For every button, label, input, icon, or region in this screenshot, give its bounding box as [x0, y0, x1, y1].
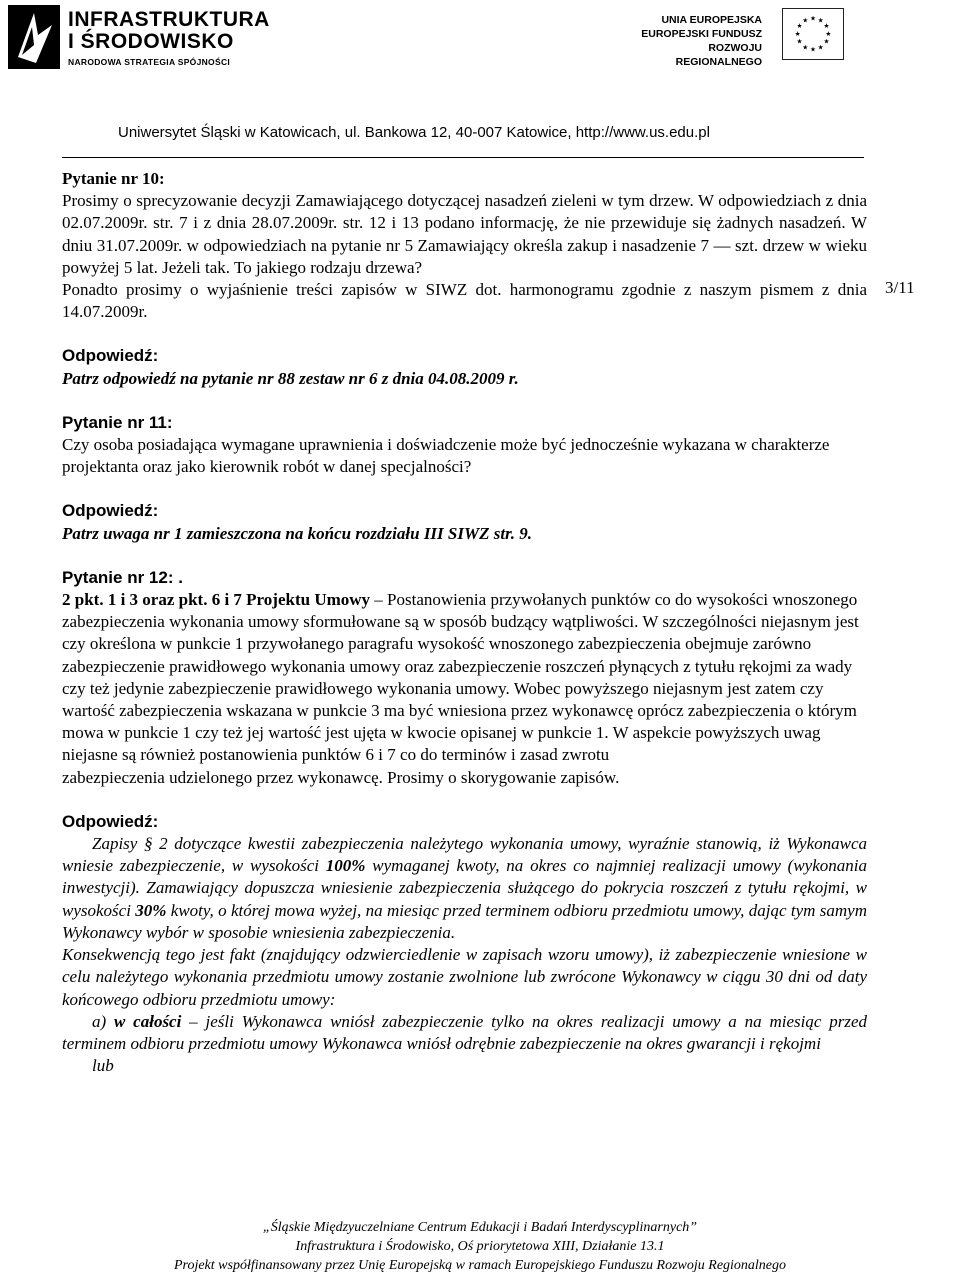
infrastruktura-logo: [8, 5, 268, 69]
svg-text:★: ★: [809, 14, 817, 23]
answer-12-p1-c: wymaganej kwoty, na okres co najmniej realizacji umowy (wykonania inwestycji). Zamawiający dopuszcza wniesienie zabezpieczenia służącego do pokrycia roszczeń z tytułu rękojmi, w wysokości: [62, 856, 867, 920]
university-address: Uniwersytet Śląski w Katowicach, ul. Bankowa 12, 40-007 Katowice, http://www.us.edu.pl: [118, 124, 710, 141]
page-footer: [0, 1218, 960, 1275]
answer-12-p1-percent-100: 100%: [325, 856, 366, 876]
answer-12-p1-percent-30: 30%: [135, 900, 167, 920]
eu-line-2: EUROPEJSKI FUNDUSZ: [641, 28, 762, 40]
answer-10-label: Odpowiedź:: [62, 346, 159, 366]
svg-text:★: ★: [794, 29, 801, 38]
question-12-last-line: zabezpieczenia udzielonego przez wykonawcę. Prosimy o skorygowanie zapisów.: [62, 767, 620, 787]
answer-11-label: Odpowiedź:: [62, 501, 159, 521]
answer-12-paragraph-4: lub: [92, 1056, 114, 1076]
answer-12-label: Odpowiedź:: [62, 811, 159, 831]
page-number: 3/11: [885, 278, 915, 297]
header-divider: [62, 157, 864, 158]
document-body: [62, 168, 867, 1077]
answer-12-paragraph-1: [62, 833, 867, 944]
eagle-logo-icon: [8, 5, 60, 69]
svg-text:★: ★: [823, 22, 830, 31]
answer-12-paragraph-2: Konsekwencją tego jest fakt (znajdujący odzwierciedlenie w zapisach wzoru umowy), iż zabezpieczenie wniesione w celu należytego wykonania przedmiotu umowy zostanie zwolnione lub zwrócone Wykonawcy w ciągu 30 dni od daty końcowego odbioru przedmiotu umowy:: [62, 945, 867, 1009]
question-11-text: Czy osoba posiadająca wymagane uprawnienia i doświadczenie może być jednocześnie wykazana w charakterze projektanta oraz jako kierownik robót w danej specjalności?: [62, 435, 830, 477]
eu-flag-icon: [782, 8, 844, 60]
svg-text:★: ★: [825, 29, 832, 38]
svg-text:★: ★: [802, 43, 809, 52]
question-12-text: [62, 589, 867, 767]
question-10-text-2: Ponadto prosimy o wyjaśnienie treści zapisów w SIWZ dot. harmonogramu zgodnie z naszym pismem z dnia 14.07.2009r.: [62, 280, 867, 322]
logo-line-2: I ŚRODOWISKO: [68, 30, 234, 53]
question-12-title: Pytanie nr 12: .: [62, 567, 183, 587]
question-11-title: Pytanie nr 11:: [62, 412, 173, 432]
svg-text:★: ★: [817, 43, 824, 52]
footer-line-3: Projekt współfinansowany przez Unię Europejską w ramach Europejskiego Funduszu Rozwoju Regionalnego: [173, 1258, 787, 1273]
logo-line-3: NARODOWA STRATEGIA SPÓJNOŚCI: [68, 57, 231, 67]
svg-text:★: ★: [796, 37, 803, 46]
svg-text:★: ★: [817, 16, 824, 25]
footer-line-2: Infrastruktura i Środowisko, Oś priorytetowa XIII, Działanie 13.1: [295, 1239, 665, 1254]
answer-12-paragraph-3: [62, 1011, 867, 1055]
answer-12-p3-a: a): [92, 1011, 114, 1031]
question-12-body: – Postanowienia przywołanych punktów co do wysokości wnoszonego zabezpieczenia wykonania umowy sformułowane są w sposób budzący wątpliwości. W szczególności niejasnym jest czy określona w punkcie 1 przywołanego paragrafu wysokość wnoszonego zabezpieczenia obejmuje zarówno zabezpieczenie prawidłowego wykonania umowy oraz zabezpieczenie roszczeń płynących z tytułu rękojmi za wady czy też jedynie zabezpieczenie prawidłowego wykonania umowy. Wobec powyższego niejasnym jest zatem czy wartość zabezpieczenia wskazana w punkcie 3 ma być wniesiona przez wykonawcę oprócz zabezpieczenia o którym mowa w punkcie 1 czy też jej wartość jest ujęta w kwocie opisanej w punkcie 1. W aspekcie powyższych uwag niejasne są również postanowienia punktów 6 i 7 co do terminów i zasad zwrotu: [62, 590, 859, 765]
svg-text:★: ★: [823, 37, 830, 46]
answer-12-p3-bold: w całości: [114, 1011, 182, 1031]
question-10-text: Prosimy o sprecyzowanie decyzji Zamawiającego dotyczącej nasadzeń zieleni w tym drzew. W odpowiedziach z dnia 02.07.2009r. str. 7 i z dnia 28.07.2009r. str. 12 i 13 podano informację, że nie przewiduje się żadnych nasadzeń. W dniu 31.07.2009r. w odpowiedziach na pytanie nr 5 Zamawiający określa zakup i nasadzenie 7 — szt. drzew w wieku powyżej 5 lat. Jeżeli tak. To jakiego rodzaju drzewa?: [62, 191, 867, 277]
svg-text:★: ★: [802, 16, 809, 25]
question-10-title: Pytanie nr 10:: [62, 169, 165, 188]
eu-logo: [640, 6, 940, 68]
svg-text:★: ★: [809, 45, 817, 54]
footer-line-1: „Śląskie Międzyuczelniane Centrum Edukacji i Badań Interdyscyplinarnych”: [262, 1220, 698, 1235]
answer-12-p1-e: kwoty, o której mowa wyżej, na miesiąc przed terminem odbioru przedmiotu umowy, dając tym samym Wykonawcy wybór w sposobie wniesienia zabezpieczenia.: [62, 900, 867, 942]
eu-text: [640, 13, 762, 69]
answer-11-text: Patrz uwaga nr 1 zamieszczona na końcu rozdziału III SIWZ str. 9.: [62, 523, 532, 543]
answer-12-p1-a: Zapisy § 2 dotyczące kwestii zabezpieczenia należytego wykonania umowy, wyraźnie stanowią, iż Wykonawca wniesie zabezpieczenie, w wysokości: [62, 834, 867, 876]
eu-line-1: UNIA EUROPEJSKA: [661, 14, 762, 26]
svg-text:★: ★: [796, 22, 803, 31]
logo-line-1: INFRASTRUKTURA: [68, 8, 270, 31]
eu-line-3: ROZWOJU REGIONALNEGO: [675, 42, 762, 68]
answer-10-text: Patrz odpowiedź na pytanie nr 88 zestaw nr 6 z dnia 04.08.2009 r.: [62, 368, 519, 388]
answer-12-p3-c: – jeśli Wykonawca wniósł zabezpieczenie tylko na okres realizacji umowy a na miesiąc przed terminem odbioru przedmiotu umowy Wykonawca wniósł odrębnie zabezpieczenie na okres gwarancji i rękojmi: [62, 1011, 867, 1053]
question-12-lead: 2 pkt. 1 i 3 oraz pkt. 6 i 7 Projektu Umowy: [62, 590, 371, 610]
